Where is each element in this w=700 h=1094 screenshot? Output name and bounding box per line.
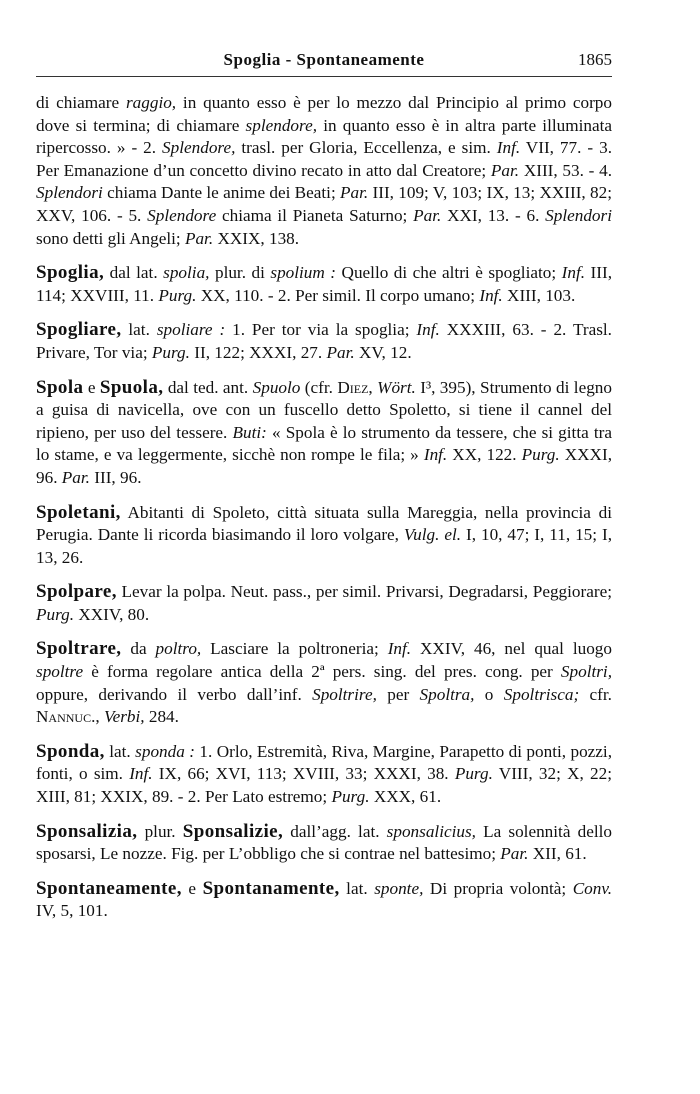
header-rule [36,76,612,77]
running-head: Spoglia - Spontaneamente [223,50,425,69]
entry-spoltrare: Spoltrare, da poltro, Lasciare la poltroneria; Inf. XXIV, 46, nel qual luogo spoltre è forma regolare antica della 2ª pers. sing. del pres. cong. per Spoltri, oppure, derivando il verbo dall’inf. Spoltrire, per Spoltra, o Spoltrisca; cfr. Nannuc., Verbi, 284. [36,638,612,727]
headword: Spola [36,376,84,398]
entry-sponsalizia: Sponsalizia, plur. Sponsalizie, dall’agg. lat. sponsalicius, La solennità dello sposarsi, Le nozze. Fig. per L’obbligo che si contrae nel battesimo; Par. XII, 61. [36,820,612,864]
page-header [36,50,612,74]
headword: Spoltrare, [36,638,122,660]
headword: Sponda, [36,740,105,762]
entry-spolpare: Spolpare, Levar la polpa. Neut. pass., per simil. Privarsi, Degradarsi, Peggiorare; Purg. XXIV, 80. [36,581,612,624]
headword: Spogliare, [36,319,122,341]
headword: Sponsalizie, [182,820,284,842]
headword: Spolpare, [36,581,117,603]
dictionary-body [36,92,612,923]
entry-sponda: Sponda, lat. sponda : 1. Orlo, Estremità, Riva, Margine, Parapetto di ponti, pozzi, fonti, o sim. Inf. IX, 66; XVI, 113; XVIII, 33; XXXI, 38. Purg. VIII, 32; X, 22; XIII, 81; XXIX, 89. - 2. Per Lato estremo; Purg. XXX, 61. [36,740,613,807]
entry-spontaneamente: Spontaneamente, e Spontanamente, lat. sponte, Di propria volontà; Conv. IV, 5, 101. [36,877,612,921]
headword: Spoglia, [36,262,105,284]
entry-spola: Spola e Spuola, dal ted. ant. Spuolo (cfr. Diez, Wört. I³, 395), Strumento di legno a guisa di navicella, ove con un fuscello detto Spoletto, si tiene il cannel del ripieno, per uso del tessere. Buti: « Spola è lo strumento da tessere, che si gitta tra lo stame, e va leggermente, sicchè non rompe le fila; » Inf. XX, 122. Purg. XXXI, 96. Par. III, 96. [36,376,612,487]
entry-spoletani: Spoletani, Abitanti di Spoleto, città situata sulla Mareggia, nella provincia di Perugia. Dante li ricorda biasimando il loro volgare, Vulg. el. I, 10, 47; I, 11, 15; I, 13, 26. [36,501,612,567]
page-number: 1865 [578,50,612,69]
headword: Spontaneamente, [36,877,182,899]
headword: Spontanamente, [202,877,340,899]
headword: Spuola, [99,376,164,398]
entry-spogliare: Spogliare, lat. spoliare : 1. Per tor via la spoglia; Inf. XXXIII, 63. - 2. Trasl. Privare, Tor via; Purg. II, 122; XXXI, 27. Par. XV, 12. [36,319,612,362]
entry-spoglia: Spoglia, dal lat. spolia, plur. di spolium : Quello di che altri è spogliato; Inf. III, 114; XXVIII, 11. Purg. XX, 110. - 2. Per simil. Il corpo umano; Inf. XIII, 103. [36,262,612,305]
headword: Sponsalizia, [36,820,138,842]
headword: Spoletani, [36,501,121,523]
entry-continuation: di chiamare raggio, in quanto esso è per lo mezzo dal Principio al primo corpo dove si termina; di chiamare splendore, in quanto esso è in altra parte illuminata ripercosso. » - 2. Splendore, trasl. per Gloria, Eccellenza, e sim. Inf. VII, 77. - 3. Per Emanazione d’un concetto divino recato in atto dal Creatore; Par. XIII, 53. - 4. Splendori chiama Dante le anime dei Beati; Par. III, 109; V, 103; IX, 13; XXIII, 82; XXV, 106. - 5. Splendore chiama il Pianeta Saturno; Par. XXI, 13. - 6. Splendori sono detti gli Angeli; Par. XXIX, 138. [36,93,612,248]
